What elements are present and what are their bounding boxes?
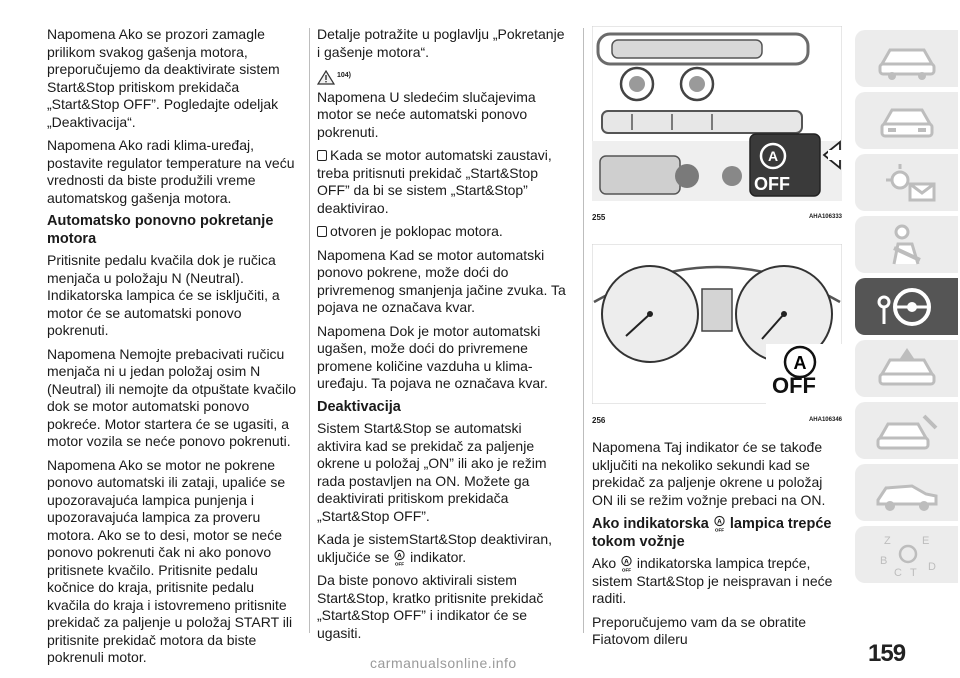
- svg-text:OFF: OFF: [395, 561, 405, 566]
- svg-text:D: D: [927, 560, 936, 573]
- note-fogged-windows: Napomena Ako se prozori zamagle prilikom svakog gašenja motora, preporučujemo da deaktivirate sistem Start&Stop pritiskom prekidača „Start&Stop OFF”. Pogledajte odeljak „Deaktivacija“.: [47, 26, 280, 130]
- watermark: carmanualsonline.info: [370, 655, 517, 671]
- alphabet-index-icon: [872, 530, 942, 580]
- svg-text:E: E: [921, 534, 929, 547]
- tab-lights-mail[interactable]: [855, 154, 958, 211]
- para-contact-dealer: Preporučujemo vam da se obratite Fiatovom dileru: [592, 613, 806, 647]
- column-left: [47, 26, 299, 673]
- auto-off-icon: [393, 549, 406, 566]
- tab-index[interactable]: [855, 526, 958, 583]
- column-right: [592, 26, 842, 655]
- column-middle: [317, 26, 569, 648]
- para-reactivate: Da biste ponovo aktivirali sistem Start&Stop, kratko pritisnite prekidač „Start&Stop OFF” i indikator će se ugasiti.: [317, 572, 544, 641]
- figure-255: [592, 26, 842, 226]
- note-restart-failure: Napomena Ako se motor ne pokrene ponovo automatski ili zataji, upaliće se upozoravajuća lampica punjenja i upozoravajuća lampica za proveru motora. Ako se to desi, motor se neće ponovo pokrenuti čak ni ako ponovo pritisnete kvačilo. Pritisnite pedalu kočnice do kraja, pritisnite pedalu kvačila do kraja i istovremeno pritisnite prekidač za paljenje u položaj START ili pritisnite prekidač motora da biste pokrenuli motor.: [47, 456, 293, 665]
- tab-starting-driving[interactable]: [855, 278, 958, 335]
- warning-triangle-icon: [317, 70, 335, 85]
- car-front-icon: [872, 96, 942, 146]
- svg-text:Z: Z: [883, 534, 891, 547]
- note-indicator-on-few-seconds: Napomena Taj indikator će se takođe uključiti na nekoliko sekundi kad se prekidač za paljenje okrene u položaj ON ili se režim vožnje prebaci na ON.: [592, 439, 826, 508]
- note-air-conditioning: Napomena Ako radi klima-uređaj, postavite regulator temperature na veću vrednosti da biste produžili vreme automatskog gašenja motora.: [47, 137, 295, 206]
- svg-text:A: A: [624, 558, 629, 566]
- figure-256-icon-label: OFF: [772, 373, 816, 398]
- column-divider: [309, 28, 310, 633]
- lights-mail-icon: [872, 158, 942, 208]
- note-volume-drop: Napomena Kad se motor automatski ponovo pokrene, može doći do privremenog smanjenja jačine zvuka. Ta pojava ne označava kvar.: [317, 246, 566, 315]
- figure-number: 256: [592, 415, 606, 425]
- heading-auto-restart: Automatsko ponovno pokretanje motora: [47, 213, 274, 247]
- car-tools-icon: [872, 406, 942, 456]
- para-indicator-on: Kada je sistemStart&Stop deaktiviran, uključiće se A OFF indikator.: [317, 531, 553, 566]
- tab-car-front[interactable]: [855, 92, 958, 149]
- chapter-tabs: [855, 30, 958, 588]
- warning-reference: [317, 67, 569, 85]
- note-shift-lever: Napomena Nemojte prebacivati ručicu menjača ni u jedan položaj osim N (Neutral) ili nemojte da otpuštate kvačilo dok se motor automatski ponovo pokreće. Motor startera će se ugasiti, a motor vozila se neće ponovo pokrenuti.: [47, 345, 297, 449]
- auto-off-icon: [620, 555, 633, 572]
- dashboard-switch-photo: [592, 26, 842, 201]
- tab-maintenance[interactable]: [855, 402, 958, 459]
- figure-caption: [592, 412, 842, 430]
- svg-text:B: B: [879, 554, 887, 567]
- figure-256: [592, 244, 842, 429]
- tab-airbag[interactable]: [855, 216, 958, 273]
- svg-text:A: A: [793, 353, 807, 373]
- note-air-volume: Napomena Dok je motor automatski ugašen, može doći do privremene promene količine vazduha u klima-uređaju. Ta pojava ne označava kvar.: [317, 322, 548, 391]
- para-clutch-restart: Pritisnite pedalu kvačila dok je ručica menjača u položaju N (Neutral). Indikatorska lampica će se isključiti, a motor će se automatski ponovo pokrenuti.: [47, 252, 280, 338]
- tab-dashboard[interactable]: [855, 30, 958, 87]
- car-warning-icon: [872, 344, 942, 394]
- svg-text:A: A: [397, 551, 403, 559]
- car-dashboard-icon: [872, 34, 942, 84]
- para-details-reference: Detalje potražite u poglavlju „Pokretanje i gašenje motora“.: [317, 26, 565, 60]
- tab-technical-data[interactable]: [855, 464, 958, 521]
- para-auto-activation: Sistem Start&Stop se automatski aktivira kad se prekidač za paljenje okrene u položaj „ON” ili ako je režim rada postavljen na ON. Možete ga deaktivirati pritiskom prekidača „Start&Stop OFF”.: [317, 420, 547, 524]
- checkbox-bullet-icon: [317, 150, 327, 161]
- figure-255-button-label: OFF: [754, 174, 790, 194]
- note-no-restart-cases: Napomena U sledećim slučajevima motor se neće automatski ponovo pokrenuti.: [317, 88, 536, 140]
- page-number: 159: [868, 640, 906, 667]
- figure-code: AHA106346: [808, 416, 842, 423]
- car-side-icon: [872, 468, 942, 518]
- bullet-stop-off-pressed: Kada se motor automatski zaustavi, treba pritisnuti prekidač „Start&Stop OFF” da bi se sistem „Start&Stop” deaktivirao.: [317, 147, 552, 216]
- svg-text:A: A: [767, 148, 779, 164]
- tab-warning[interactable]: [855, 340, 958, 397]
- bullet-hood-open: otvoren je poklopac motora.: [317, 223, 569, 241]
- warning-number: 104): [337, 72, 352, 79]
- figure-number: 255: [592, 212, 606, 222]
- svg-text:A: A: [717, 518, 722, 526]
- column-divider: [583, 28, 584, 633]
- para-indicator-flashing: Ako A OFF indikatorska lampica trepće, sistem Start&Stop je neispravan i neće raditi.: [592, 555, 833, 606]
- svg-text:OFF: OFF: [714, 527, 724, 532]
- svg-text:C: C: [893, 566, 902, 579]
- svg-text:OFF: OFF: [621, 567, 632, 572]
- heading-deactivation: Deaktivacija: [317, 398, 401, 415]
- figure-caption: [592, 209, 842, 227]
- figure-code: AHA106333: [808, 213, 842, 220]
- steering-key-icon: [872, 282, 942, 332]
- svg-text:T: T: [909, 566, 917, 579]
- auto-off-icon: [713, 515, 726, 532]
- checkbox-bullet-icon: [317, 226, 327, 237]
- heading-indicator-flashing: Ako indikatorska A OFF lampica trepće tokom vožnje: [592, 516, 832, 550]
- airbag-person-icon: [872, 220, 942, 270]
